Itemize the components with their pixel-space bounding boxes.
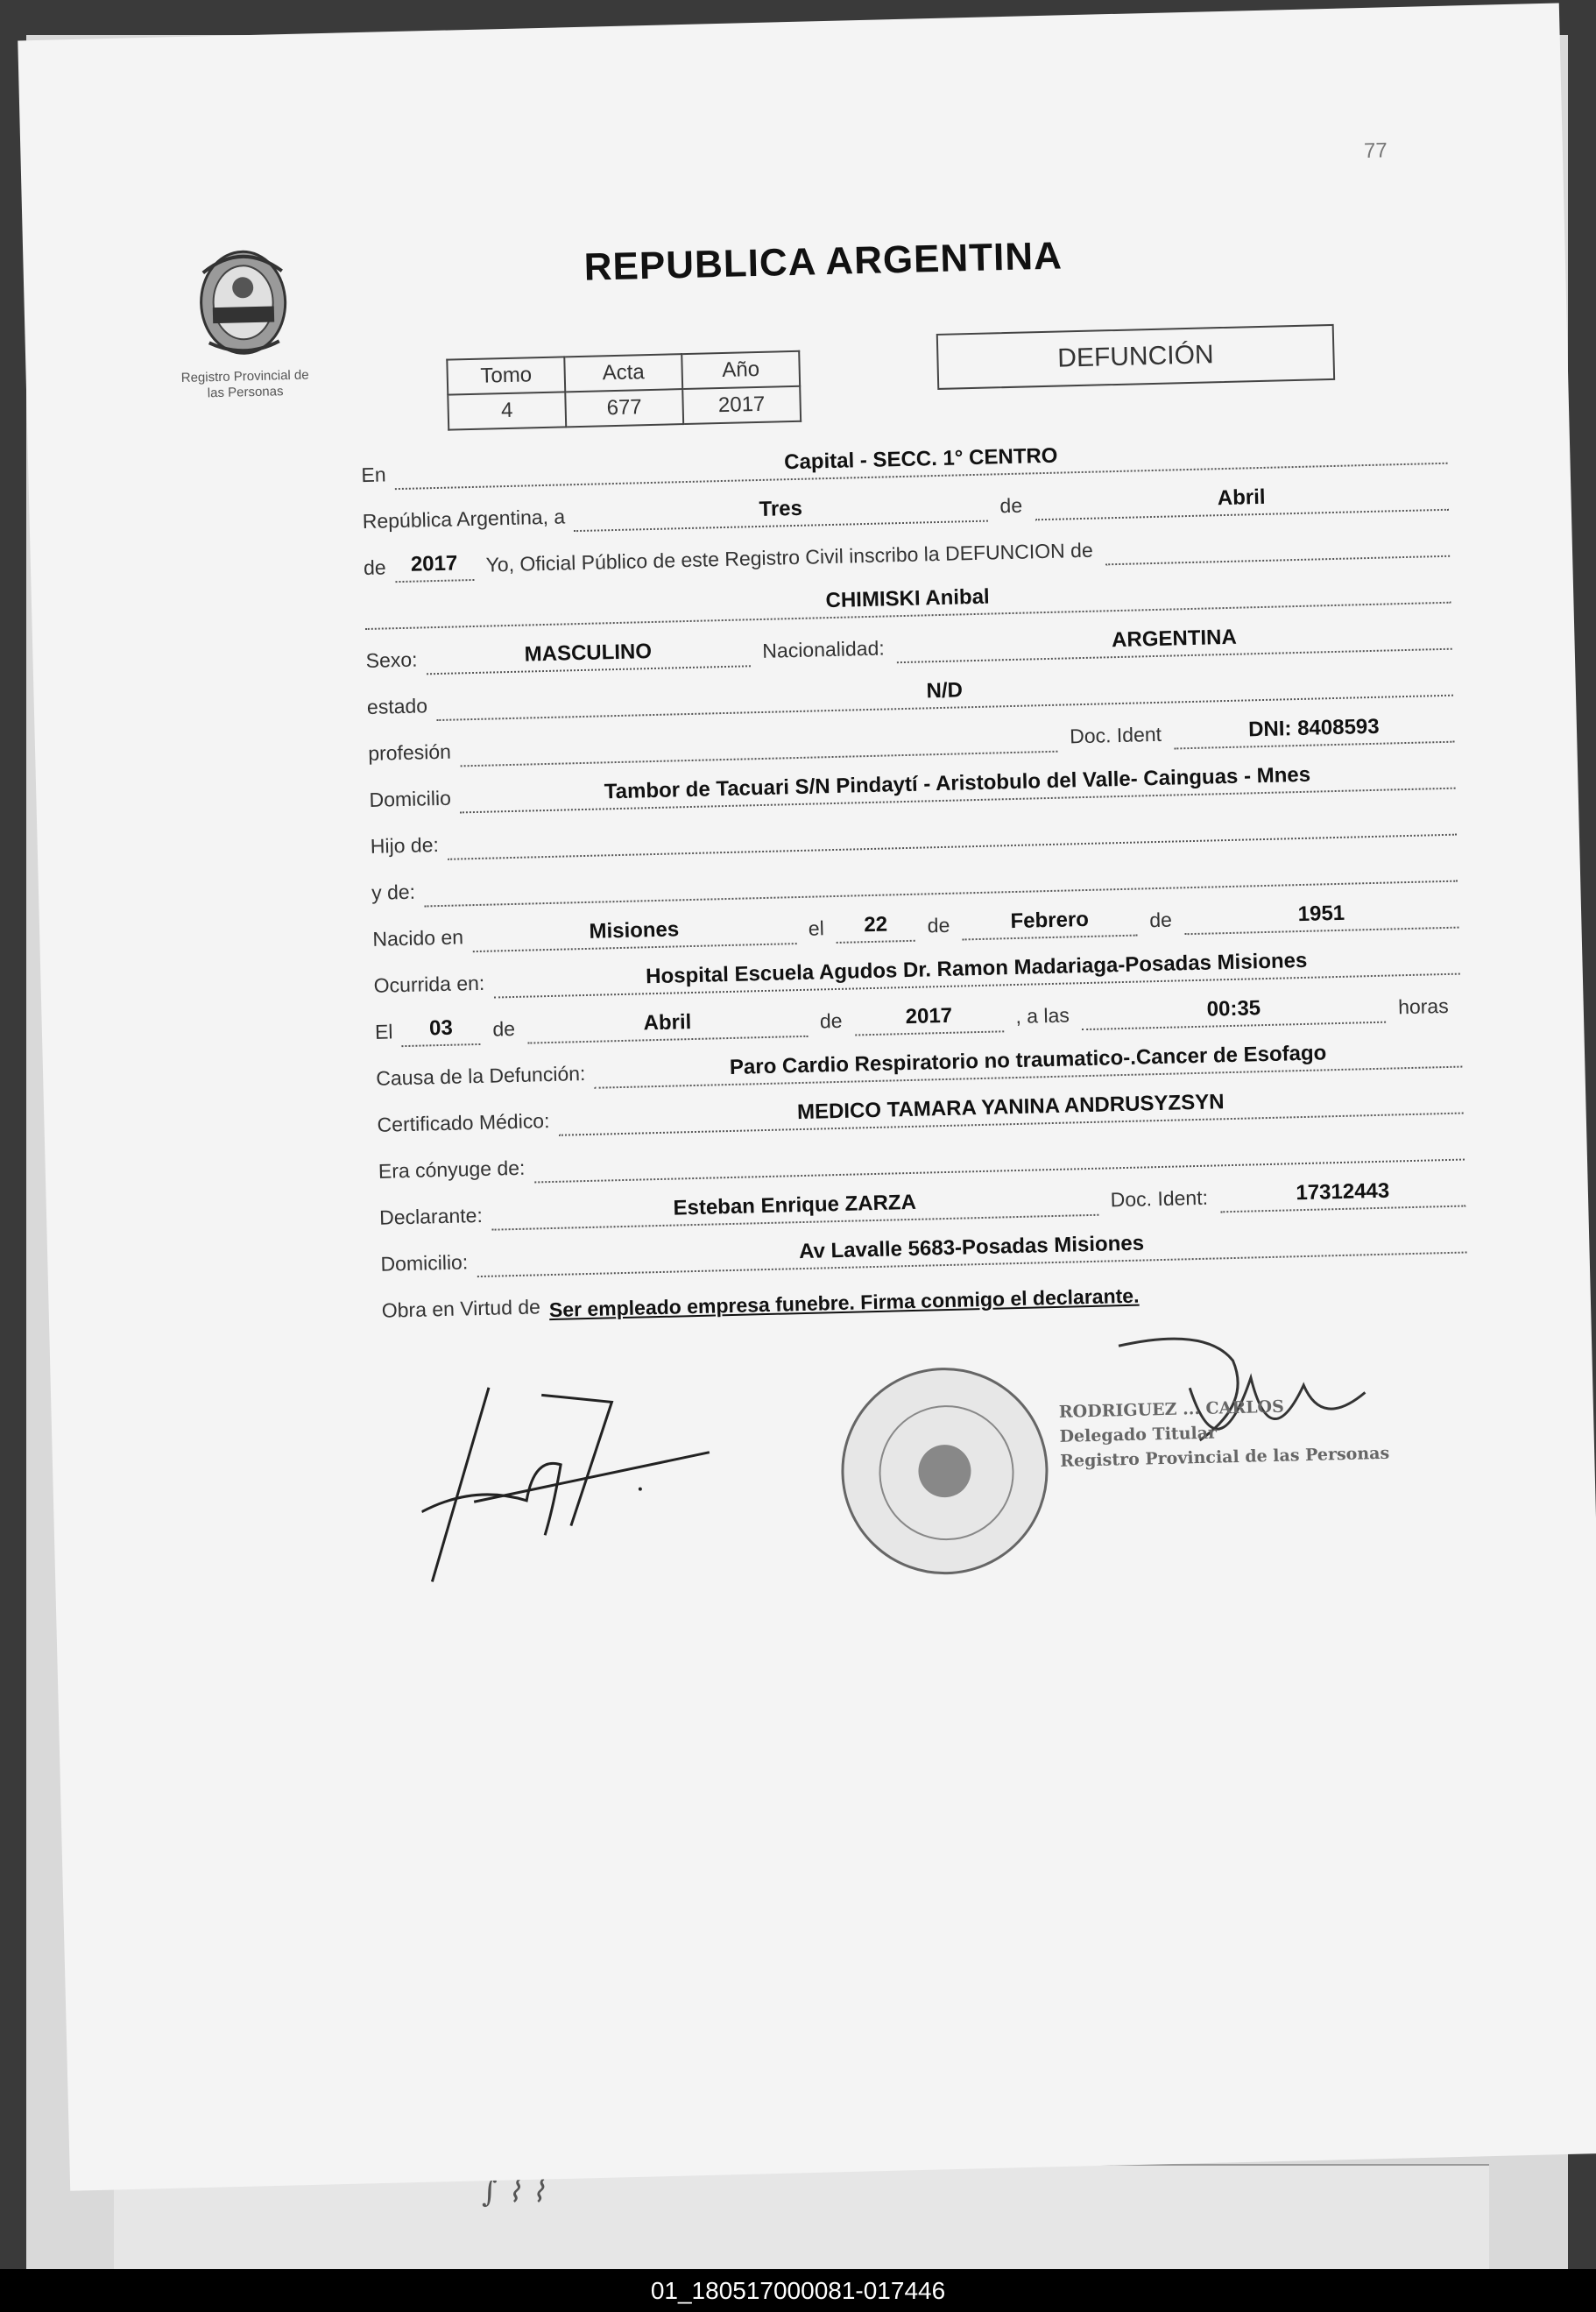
horas-label: horas (1397, 993, 1449, 1019)
place-value: Capital - SECC. 1° CENTRO (394, 435, 1447, 490)
underlying-signature-scribble: ∫ ⌇ ⌇ (482, 2174, 546, 2209)
day-word-value: Tres (574, 492, 988, 533)
death-month-value: Abril (527, 1008, 809, 1044)
de-label-5: de (492, 1016, 516, 1041)
obra-value: Ser empleado empresa funebre. Firma conmigo el declarante. (548, 1283, 1140, 1322)
officer-line1: RODRIGUEZ ... CARLOS (1058, 1396, 1285, 1422)
en-label: En (361, 463, 386, 487)
decl-doc-value: 17312443 (1220, 1177, 1466, 1213)
officer-line3: Registro Provincial de las Personas (1059, 1443, 1390, 1471)
ano-value: 2017 (682, 386, 801, 424)
el-label: el (808, 916, 825, 940)
hijo-label: Hijo de: (370, 833, 440, 858)
domicilio-label: Domicilio (369, 786, 452, 811)
declarante-label: Declarante: (378, 1203, 484, 1229)
conyuge-label: Era cónyuge de: (378, 1156, 526, 1183)
nacionalidad-label: Nacionalidad: (762, 636, 886, 662)
month-value: Abril (1035, 481, 1449, 521)
death-year-value: 2017 (854, 1002, 1004, 1036)
declarante-value: Esteban Enrique ZARZA (491, 1186, 1098, 1231)
sexo-label: Sexo: (365, 647, 418, 672)
coat-of-arms-icon (185, 236, 301, 361)
declarant-signature (418, 1355, 738, 1591)
decl-doc-label: Doc. Ident: (1110, 1185, 1209, 1212)
nacido-label: Nacido en (372, 925, 464, 951)
doc-ident-value: DNI: 8408593 (1174, 713, 1455, 750)
file-id-footer: 01_180517000081-017446 (0, 2269, 1596, 2312)
estado-value: N/D (436, 667, 1453, 721)
officer-line2: Delegado Titular (1059, 1423, 1218, 1446)
republica-label: República Argentina, a (362, 505, 566, 534)
crest-caption-line2: las Personas (207, 384, 284, 401)
y-de-label: y de: (371, 880, 416, 904)
birth-year-value: 1951 (1183, 899, 1458, 936)
de-label: de (999, 493, 1023, 518)
de-label-6: de (819, 1008, 843, 1033)
decl-domicilio-label: Domicilio: (380, 1250, 469, 1276)
estado-label: estado (366, 694, 428, 718)
officer-stamp (1059, 1392, 1390, 1474)
de-label-4: de (1148, 908, 1173, 932)
ocurrida-value: Hospital Escuela Agudos Dr. Ramon Madariaga-Posadas Misiones (493, 945, 1460, 999)
de-label-2: de (363, 555, 386, 580)
digital-death-seal (839, 1365, 1051, 1577)
de-label-3: de (927, 913, 950, 937)
a-las-label: , a las (1015, 1003, 1070, 1028)
acta-value: 677 (565, 389, 683, 427)
birth-day-value: 22 (836, 912, 915, 944)
decl-domicilio-value: Av Lavalle 5683-Posadas Misiones (477, 1224, 1467, 1278)
crest (167, 235, 321, 402)
profesion-label: profesión (367, 739, 452, 765)
obra-label: Obra en Virtud de (381, 1295, 541, 1322)
crest-caption-line1: Registro Provincial de (180, 367, 309, 386)
death-certificate-page (18, 3, 1596, 2190)
document-title: REPUBLICA ARGENTINA (583, 234, 1063, 289)
birth-month-value: Febrero (962, 907, 1138, 941)
el-cap-label: El (374, 1020, 393, 1043)
ano-header: Año (681, 351, 800, 389)
nacido-value: Misiones (472, 915, 797, 952)
deceased-name-value: CHIMISKI Anibal (364, 574, 1451, 630)
record-type-box: DEFUNCIÓN (936, 324, 1335, 390)
nacionalidad-value: ARGENTINA (896, 620, 1451, 663)
death-day-value: 03 (401, 1015, 481, 1047)
year-value: 2017 (394, 551, 474, 583)
tomo-value: 4 (448, 392, 566, 429)
certificate-form (361, 418, 1468, 1326)
certificado-value: MEDICO TAMARA YANINA ANDRUSYZSYN (558, 1085, 1464, 1136)
acta-header: Acta (564, 354, 682, 392)
ocurrida-label: Ocurrida en: (373, 971, 485, 997)
causa-value: Paro Cardio Respiratorio no traumatico-.Cancer de Esofago (594, 1038, 1462, 1089)
registry-table (446, 350, 802, 431)
certificado-label: Certificado Médico: (377, 1109, 550, 1136)
sexo-value: MASCULINO (426, 637, 751, 675)
signature-area (418, 1318, 1564, 1652)
domicilio-value: Tambor de Tacuari S/N Pindaytí - Aristobulo del Valle- Cainguas - Mnes (459, 760, 1455, 814)
death-time-value: 00:35 (1081, 993, 1386, 1030)
causa-label: Causa de la Defunción: (376, 1062, 586, 1090)
yo-text: Yo, Oficial Público de este Registro Civil inscribo la DEFUNCION de (485, 538, 1093, 576)
tomo-header: Tomo (447, 357, 565, 394)
page-number: 77 (1363, 138, 1388, 163)
doc-ident-label: Doc. Ident (1069, 722, 1162, 748)
